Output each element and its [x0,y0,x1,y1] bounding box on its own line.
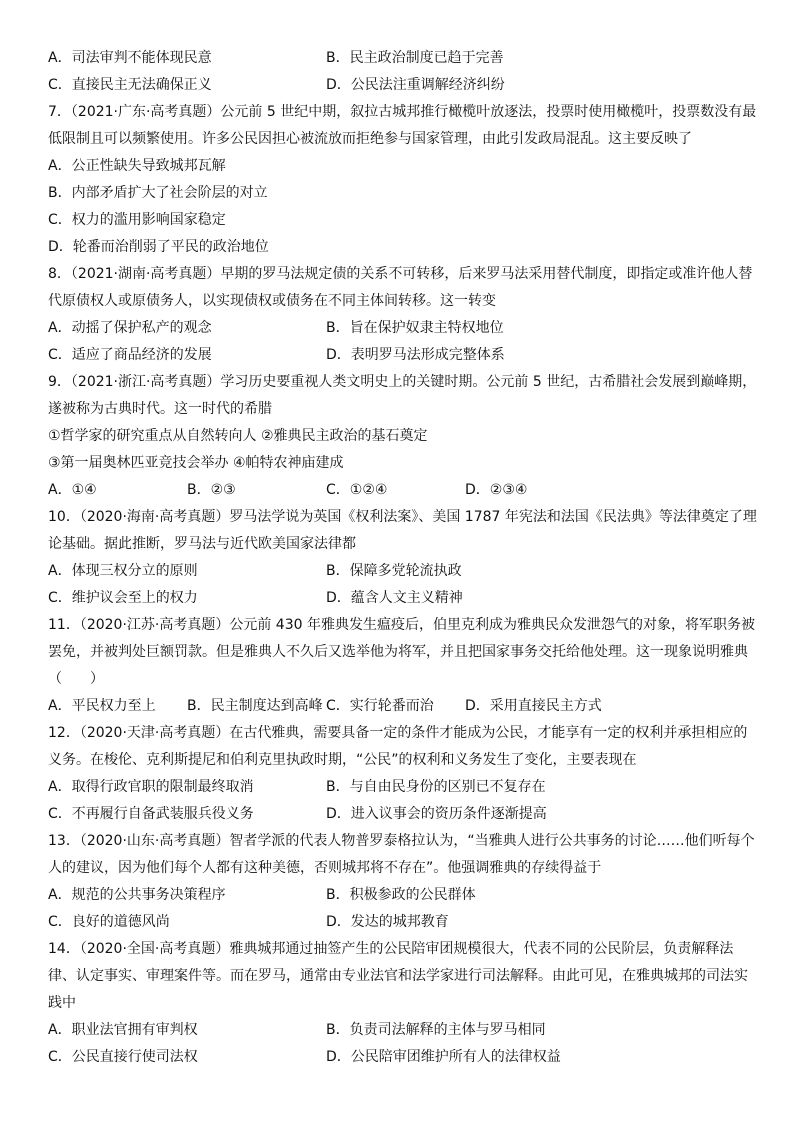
q14-option-d: D．公民陪审团维护所有人的法律权益 [326,1049,561,1065]
q10-option-c: C．维护议会至上的权力 [48,590,198,606]
q10-option-d: D．蕴含人文主义精神 [326,590,463,606]
q10-stem-line-2: 论基础。据此推断，罗马法与近代欧美国家法律都 [48,536,356,552]
q11-stem-line-2: 罢免，并被判处巨额罚款。但是雅典人不久后又选举他为将军，并且把国家事务交托给他处理。这一现象说明雅典 [48,644,748,660]
q10-stem-line-1: 10．（2020·海南·高考真题）罗马法学说为英国《权利法案》、美国 1787 年宪法和法国《民法典》等法律奠定了理 [48,509,757,525]
q11-stem-line-1: 11．（2020·江苏·高考真题）公元前 430 年雅典发生瘟疫后，伯里克利成为雅典民众发泄怨气的对象，将军职务被 [48,617,755,633]
q9-items-line-1: ①哲学家的研究重点从自然转向人 ②雅典民主政治的基石奠定 [48,428,428,444]
q13-options-row-2 [48,913,760,931]
q8-options-row-2 [48,346,760,364]
q13-stem-line-2: 人的建议，因为他们每个人都有这种美德，否则城邦将不存在”。他强调雅典的存续得益于 [48,860,602,876]
q14-option-a: A．职业法官拥有审判权 [48,1022,198,1038]
q9-options-row [48,481,760,499]
q8-stem-line-1: 8．（2021·湖南·高考真题）早期的罗马法规定债的关系不可转移，后来罗马法采用替代制度，即指定或准许他人替 [48,266,753,282]
q14-options-row-1 [48,1021,760,1039]
q8-option-a: A．动摇了保护私产的观念 [48,320,212,336]
q8-option-b: B．旨在保护奴隶主特权地位 [326,320,504,336]
q8-options-row-1 [48,319,760,337]
q14-stem-line-1: 14．（2020·全国·高考真题）雅典城邦通过抽签产生的公民陪审团规模很大，代表不同的公民阶层，负责解释法 [48,941,734,957]
q10-options-row-1 [48,562,760,580]
q9-option-b: B．②③ [187,482,236,498]
q9-stem-line-2: 遂被称为古典时代。这一时代的希腊 [48,401,272,417]
q13-stem-line-1: 13．（2020·山东·高考真题）智者学派的代表人物普罗泰格拉认为，“当雅典人进行公共事务的讨论……他们听每个 [48,833,755,849]
q12-options-row-2 [48,805,760,823]
q6-options-row-1 [48,49,760,67]
q11-stem-line-3: （ ） [48,671,104,687]
q8-option-c: C．适应了商品经济的发展 [48,347,212,363]
q13-option-a: A．规范的公共事务决策程序 [48,887,226,903]
q14-options-row-2 [48,1048,760,1066]
q6-option-b: B．民主政治制度已趋于完善 [326,50,504,66]
q8-option-d: D．表明罗马法形成完整体系 [326,347,505,363]
q9-option-a: A．①④ [48,482,97,498]
q7-option-c: C．权力的滥用影响国家稳定 [48,212,226,228]
q8-stem-line-2: 代原债权人或原债务人，以实现债权或债务在不同主体间转移。这一转变 [48,293,496,309]
q14-option-c: C．公民直接行使司法权 [48,1049,198,1065]
q13-option-c: C．良好的道德风尚 [48,914,170,930]
q11-option-d: D．采用直接民主方式 [465,698,602,714]
q6-option-c: C．直接民主无法确保正义 [48,77,212,93]
q14-stem-line-3: 践中 [48,995,76,1011]
q6-option-a: A．司法审判不能体现民意 [48,50,212,66]
q12-stem-line-2: 义务。在梭伦、克利斯提尼和伯利克里执政时期，“公民”的权利和义务发生了变化，主要表现在 [48,752,637,768]
q10-option-a: A．体现三权分立的原则 [48,563,198,579]
q7-stem-line-1: 7．（2021·广东·高考真题）公元前 5 世纪中期，叙拉古城邦推行橄榄叶放逐法，投票时使用橄榄叶，投票数没有最 [48,104,757,120]
q9-stem-line-1: 9．（2021·浙江·高考真题）学习历史要重视人类文明史上的关键时期。公元前 5 世纪，古希腊社会发展到巅峰期， [48,374,757,390]
q7-option-b: B．内部矛盾扩大了社会阶层的对立 [48,185,268,201]
q13-option-b: B．积极参政的公民群体 [326,887,476,903]
q11-option-b: B．民主制度达到高峰 [187,698,323,714]
q9-option-d: D．②③④ [465,482,528,498]
q11-options-row [48,697,760,715]
q12-option-a: A．取得行政官职的限制最终取消 [48,779,254,795]
q6-options-row-2 [48,76,760,94]
q10-option-b: B．保障多党轮流执政 [326,563,462,579]
q13-options-row-1 [48,886,760,904]
q6-option-d: D．公民法注重调解经济纠纷 [326,77,505,93]
q12-option-c: C．不再履行自备武装服兵役义务 [48,806,254,822]
q9-items-line-2: ③第一届奥林匹亚竞技会举办 ④帕特农神庙建成 [48,455,344,471]
q7-stem-line-2: 低限制且可以频繁使用。许多公民因担心被流放而拒绝参与国家管理，由此引发政局混乱。这主要反映了 [48,131,692,147]
q12-option-d: D．进入议事会的资历条件逐渐提高 [326,806,547,822]
q10-options-row-2 [48,589,760,607]
q9-option-c: C．①②④ [326,482,388,498]
q12-options-row-1 [48,778,760,796]
q14-stem-line-2: 律、认定事实、审理案件等。而在罗马，通常由专业法官和法学家进行司法解释。由此可见，在雅典城邦的司法实 [48,968,748,984]
q14-option-b: B．负责司法解释的主体与罗马相同 [326,1022,546,1038]
q12-option-b: B．与自由民身份的区别已不复存在 [326,779,546,795]
q11-option-a: A．平民权力至上 [48,698,156,714]
q11-option-c: C．实行轮番而治 [326,698,434,714]
q13-option-d: D．发达的城邦教育 [326,914,449,930]
q7-option-d: D．轮番而治削弱了平民的政治地位 [48,239,269,255]
q12-stem-line-1: 12．（2020·天津·高考真题）在古代雅典，需要具备一定的条件才能成为公民，才能享有一定的权利并承担相应的 [48,725,748,741]
q7-option-a: A．公正性缺失导致城邦瓦解 [48,158,226,174]
